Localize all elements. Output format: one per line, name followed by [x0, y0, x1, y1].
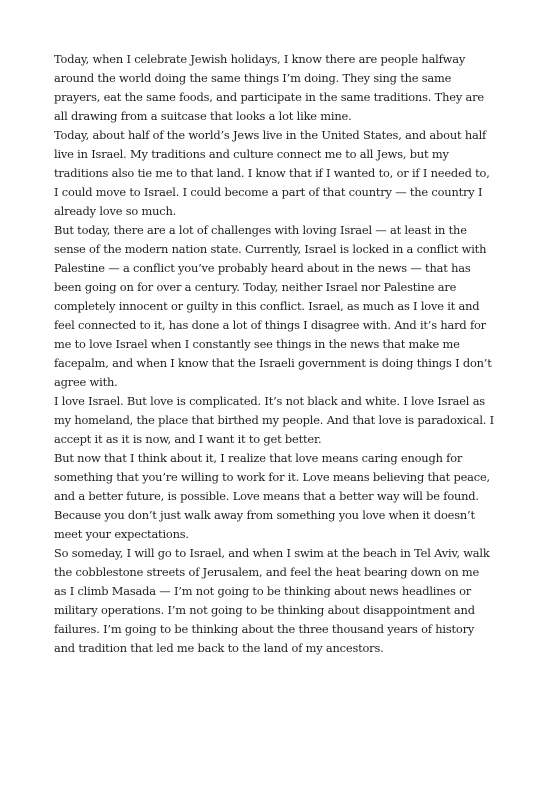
- document-page: [54, 50, 494, 658]
- paragraph-love-complicated: I love Israel. But love is complicated. It’s not black and white. I love Israel as my homeland, the place that birthed my people. And that love is paradoxical. I accept it as it is now, and I want it to get better.: [54, 394, 494, 446]
- paragraph-jews-population: Today, about half of the world’s Jews live in the United States, and about half live in Israel. My traditions and culture connect me to all Jews, but my traditions also tie me to that land. I know that if I wanted to, or if I needed to, I could move to Israel. I could become a part of that country — the country I already love so much.: [54, 128, 490, 218]
- paragraph-holidays: Today, when I celebrate Jewish holidays, I know there are people halfway around the world doing the same things I’m doing. They sing the same prayers, eat the same foods, and participate in the same traditions. They are all drawing from a suitcase that looks a lot like mine.: [54, 52, 484, 123]
- paragraph-challenges: But today, there are a lot of challenges with loving Israel — at least in the sense of the modern nation state. Currently, Israel is locked in a conflict with Palestine — a conflict you’ve probably heard about in the news — that has been going on for over a century. Today, neither Israel nor Palestine are completely innocent or guilty in this conflict. Israel, as much as I love it and feel connected to it, has done a lot of things I disagree with. And it’s hard for me to love Israel when I constantly see things in the news that make me facepalm, and when I know that the Israeli government is doing things I don’t agree with.: [54, 223, 492, 389]
- paragraph-someday: So someday, I will go to Israel, and when I swim at the beach in Tel Aviv, walk the cobblestone streets of Jerusalem, and feel the heat bearing down on me as I climb Masada — I’m not going to be thinking about news headlines or military operations. I’m not going to be thinking about disappointment and failures. I’m going to be thinking about the three thousand years of history and tradition that led me back to the land of my ancestors.: [54, 546, 490, 655]
- paragraph-love-means: But now that I think about it, I realize that love means caring enough for something that you’re willing to work for it. Love means believing that peace, and a better future, is possible. Love means that a better way will be found. Because you don’t just walk away from something you love when it doesn’t meet your expectations.: [54, 451, 490, 541]
